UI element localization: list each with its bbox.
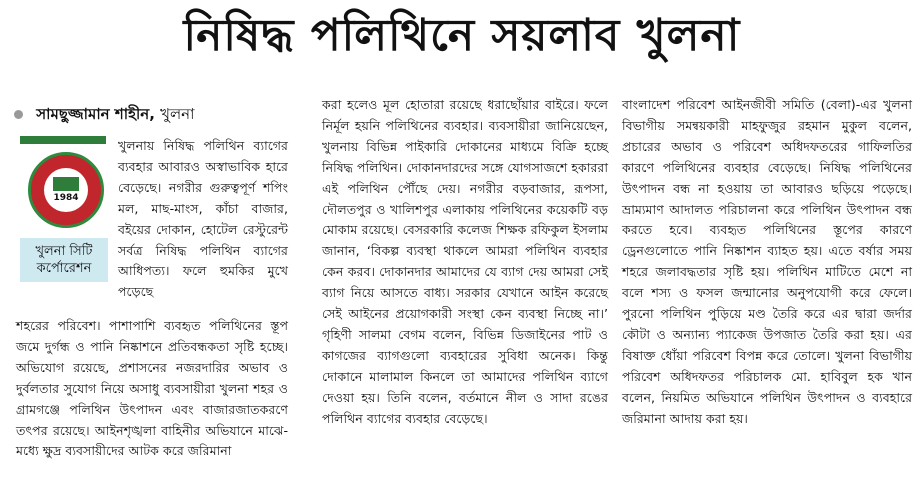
paragraph: করা হলেও মূল হোতারা রয়েছে ধরাছোঁয়ার বাইরে। ফলে নির্মূল হয়নি পলিথিনের ব্যবহার। ব্যবসায়ীরা জানিয়েছেন, খুলনায় বিভিন্ন পাইকারি দোকানের মাধ্যমে বিক্রি হচ্ছে নিষিদ্ধ পলিথিন। দোকানদারদের সঙ্গে যোগসাজশে হকাররা এই পলিথিন পৌঁছে দেয়। নগরীর বড়বাজার, রূপসা, দৌলতপুর ও খালিশপুর এলাকায় পলিথিনের কয়েকটি বড় মোকাম রয়েছে। বেসরকারি কলেজ শিক্ষক রফিকুল ইসলাম জানান, ‘বিকল্প ব্যবস্থা থাকলে আমরা পলিথিন ব্যবহার কেন করব। দোকানদার আমাদের যে ব্যাগ দেয় আমরা সেই ব্যাগ নিয়ে আসতে বাধ্য। সরকার যেখানে আইন করেছে সেই আইনের প্রয়োগকারী সংস্থা কেন ব্যবস্থা নিচ্ছে না।’ গৃহিণী সালমা বেগম বলেন, বিভিন্ন ডিজাইনের পাট ও কাগজের ব্যাগগুলো ব্যবহারের সুবিধা অনেক। কিন্তু দোকানে মালামাল কিনলে তা আমাদের পলিথিন ব্যাগে দেওয়া হয়। তিনি বলেন, বর্তমানে নীল ও সাদা রঙের পলিথিন ব্যাগের ব্যবহার বেড়েছে।: [322, 97, 608, 426]
headline: নিষিদ্ধ পলিথিনে সয়লাব খুলনা: [183, 10, 741, 61]
bullet-icon: [14, 110, 23, 119]
seal-icon: [28, 152, 104, 228]
paragraph: বাংলাদেশ পরিবেশ আইনজীবী সমিতি (বেলা)-এর খুলনা বিভাগীয় সমন্বয়কারী মাহফুজুর রহমান মুকুল বলেন, প্রচারের অভাব ও পরিবেশ অধিদফতরের গাফিলতির কারণে পলিথিনের ব্যবহার বেড়েছে। নিষিদ্ধ পলিথিনের উৎপাদন বন্ধ না হওয়ায় তা আবারও ছড়িয়ে পড়েছে। ভ্রাম্যমাণ আদালত পরিচালনা করে পলিথিন উৎপাদন বন্ধ করতে হবে। ব্যবহৃত পলিথিনের স্তূপের কারণে ড্রেনগুলোতে পানি নিষ্কাশন ব্যাহত হয়। এতে বর্ষার সময় শহরে জলাবদ্ধতার সৃষ্টি হয়। পলিথিন মাটিতে মেশে না বলে শস্য ও ফসল জন্মানোর অনুপযোগী করে ফেলে। পুরনো পলিথিন পুড়িয়ে মণ্ড তৈরি করে এর দ্বারা জর্দার কৌটা ও অন্যান্য প্যাকেজ উপজাত তৈরি করা হয়। এর বিষাক্ত ধোঁয়া পরিবেশ বিপন্ন করে তোলে। খুলনা বিভাগীয় পরিবেশ অধিদফতর পরিচালক মো. হাবিবুল হক খান বলেন, নিয়মিত অভিযানে পলিথিন উৎপাদন ও ব্যবহারে জরিমানা আদায় করা হয়।: [622, 97, 912, 426]
byline-author: সামছুজ্জামান শাহীন,: [36, 105, 155, 123]
column-1-bottom: [16, 316, 288, 462]
byline-location: খুলনা: [160, 105, 195, 123]
paragraph: খুলনায় নিষিদ্ধ পলিথিন ব্যাগের ব্যবহার আবারও অস্বাভাবিক হারে বেড়েছে। নগরীর গুরুত্বপূর্ণ শপিং মল, মাছ-মাংস, কাঁচা বাজার, বইয়ের দোকান, হোটেল রেস্টুরেন্ট সর্বত্র নিষিদ্ধ পলিথিন ব্যাগের আধিপত্য। ফলে হুমকির মুখে পড়েছে: [118, 138, 288, 300]
byline: [14, 104, 194, 124]
column-2: [322, 95, 608, 430]
city-corporation-logo: [20, 136, 110, 286]
logo-caption: খুলনা সিটি কর্পোরেশন: [20, 238, 108, 282]
logo-top-bar: [20, 136, 106, 144]
paragraph: শহরের পরিবেশ। পাশাপাশি ব্যবহৃত পলিথিনের স্তূপ জমে দুর্গন্ধ ও পানি নিষ্কাশনে প্রতিবন্ধকতা সৃষ্টি হচ্ছে। অভিযোগ রয়েছে, প্রশাসনের নজরদারির অভাব ও দুর্বলতার সুযোগ নিয়ে অসাধু ব্যবসায়ীরা খুলনা শহর ও গ্রামগঞ্জে পলিথিন উৎপাদন এবং বাজারজাতকরণে তৎপর রয়েছে। আইনশৃঙ্খলা বাহিনীর অভিযানে মাঝে-মধ্যে ক্ষুদ্র ব্যবসায়ীদের আটক করে জরিমানা: [16, 318, 288, 459]
logo-year: 1984: [53, 193, 79, 203]
building-icon: [53, 177, 79, 191]
column-1-top: [118, 136, 288, 303]
column-3: [622, 95, 912, 430]
